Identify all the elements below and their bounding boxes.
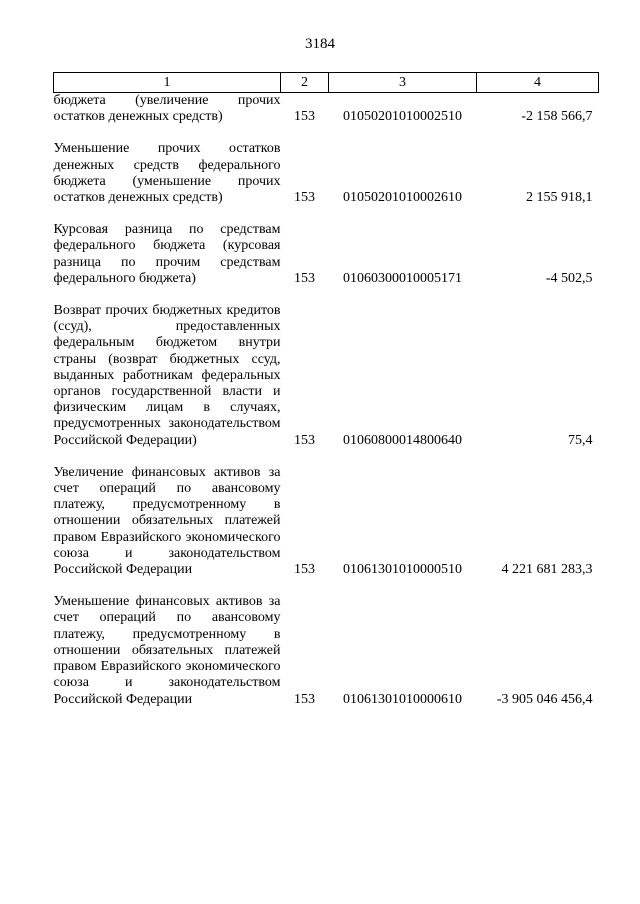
row-description: Курсовая разница по средствам федерального бюджета (курсовая разница по прочим средствам федерального бюджета) [53,222,281,286]
row-budget-code: 01050201010002510 [343,109,462,125]
row-budget-code: 01050201010002610 [343,190,462,206]
row-budget-code: 01061301010000510 [343,562,462,578]
table-row [54,222,599,287]
row-amount: 75,4 [568,432,593,448]
page-number: 3184 [305,36,335,52]
header-col-3: 3 [329,73,477,93]
row-admin-code: 153 [294,190,315,206]
row-amount: -2 158 566,7 [521,109,593,125]
row-spacer [54,578,599,594]
row-amount: 2 155 918,1 [526,190,593,206]
table-row [54,594,599,707]
row-admin-code: 153 [294,691,315,707]
row-amount: -3 905 046 456,4 [496,691,593,707]
header-col-4: 4 [477,73,599,93]
budget-table [53,72,599,708]
row-spacer [54,206,599,222]
row-admin-code: 153 [294,432,315,448]
header-col-1: 1 [54,73,281,93]
row-description: Увеличение финансовых активов за счет операций по авансовому платежу, предусмотренному в отношении обязательных платежей правом Евразийского экономического союза и законодательством Российской Федерации [53,464,281,578]
row-description: Уменьшение финансовых активов за счет операций по авансовому платежу, предусмотренному в отношении обязательных платежей правом Евразийского экономического союза и законодательством Российской Федерации [53,594,281,707]
table-header-row [54,73,599,93]
table-row [54,465,599,578]
table-row [54,93,599,126]
row-budget-code: 01060800014800640 [343,432,462,448]
header-col-2: 2 [281,73,329,93]
row-spacer [54,449,599,465]
row-admin-code: 153 [294,562,315,578]
row-amount: 4 221 681 283,3 [501,562,593,578]
table-row [54,303,599,449]
table-row [54,141,599,206]
row-admin-code: 153 [294,109,315,125]
row-description: Возврат прочих бюджетных кредитов (ссуд), предоставленных федеральным бюджетом внутри страны (возврат бюджетных ссуд, выданных работникам федеральных органов государственной власти и физическим лицам в случаях, предусмотренных законодательством Российской Федерации) [53,303,281,448]
row-spacer [54,125,599,141]
row-budget-code: 01061301010000610 [343,691,462,707]
row-description: Уменьшение прочих остатков денежных средств федерального бюджета (уменьшение прочих остатков денежных средств) [53,141,281,206]
row-amount: -4 502,5 [545,270,593,286]
row-budget-code: 01060300010005171 [343,270,462,286]
row-admin-code: 153 [294,270,315,286]
row-description: бюджета (увеличение прочих остатков денежных средств) [53,93,281,125]
row-spacer [54,287,599,303]
